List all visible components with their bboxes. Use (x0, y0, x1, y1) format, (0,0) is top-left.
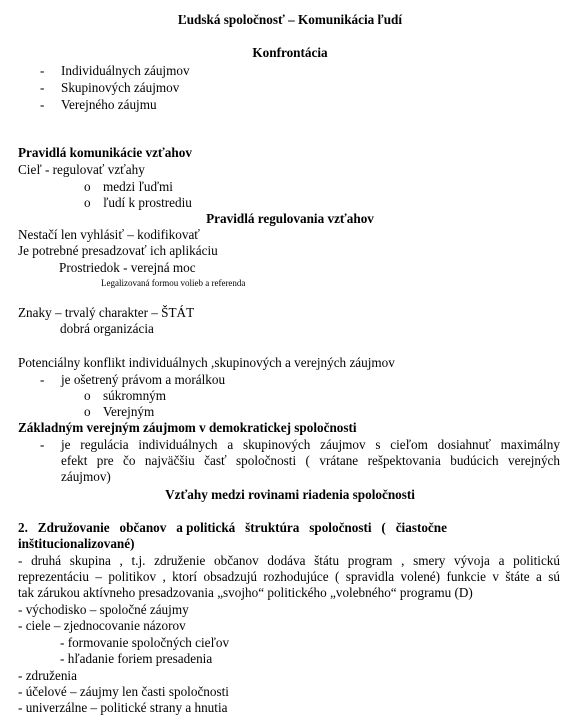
section-2-heading: 2. Združovanie občanov a politická štruktúra spoločnosti ( čiastočne (18, 520, 447, 535)
document-title: Ľudská spoločnosť – Komunikácia ľudí (177, 12, 403, 27)
list-dash: - (40, 437, 45, 452)
list-item: ľudí k prostrediu (103, 195, 192, 210)
list-dash: - (40, 63, 45, 78)
text-line: je regulácia individuálnych a skupinových záujmov s cieľom dosiahnuť maximálny (61, 437, 560, 452)
paragraph-line: tak zárukou aktívneho presadzovania „svojho“ politického „volebného“ programu (D) (18, 585, 473, 600)
basic-interest-heading: Základným verejným záujmom v demokratickej spoločnosti (18, 420, 357, 435)
list-item: - hľadanie foriem presadenia (60, 651, 213, 666)
list-dash: - (40, 80, 45, 95)
regulation-rules-heading: Pravidlá regulovania vzťahov (206, 211, 374, 226)
text-line: Znaky – trvalý charakter – ŠTÁT (18, 305, 195, 320)
list-item: - účelové – záujmy len časti spoločnosti (18, 684, 229, 699)
list-dash: - (40, 372, 45, 387)
list-item: je ošetrený právom a morálkou (61, 372, 226, 387)
paragraph-line: reprezentáciu – politikov , ktorí obsadzujú rozhodujúce ( spravidla volené) funkcie v štáte a sú (18, 569, 560, 584)
text-line: záujmov) (61, 469, 111, 484)
relations-heading: Vzťahy medzi rovinami riadenia spoločnosti (165, 487, 415, 502)
text-line: Nestačí len vyhlásiť – kodifikovať (18, 227, 200, 242)
circle-bullet: o (84, 404, 91, 419)
list-item: súkromným (103, 388, 167, 403)
means-note: Legalizovaná formou volieb a referenda (101, 278, 246, 288)
list-item: Skupinových záujmov (61, 80, 180, 95)
text-line: Je potrebné presadzovať ich aplikáciu (18, 243, 218, 258)
list-item: - východisko – spoločné záujmy (18, 602, 189, 617)
list-item: Verejného záujmu (61, 97, 157, 112)
text-line: dobrá organizácia (60, 321, 154, 336)
list-dash: - (40, 97, 45, 112)
means-line: Prostriedok - verejná moc (59, 260, 196, 275)
list-item: - združenia (18, 668, 77, 683)
list-item: - formovanie spoločných cieľov (60, 635, 230, 650)
goal-line: Cieľ - regulovať vzťahy (18, 162, 145, 177)
list-item: Verejným (103, 404, 155, 419)
circle-bullet: o (84, 195, 91, 210)
list-item: - ciele – zjednocovanie názorov (18, 618, 186, 633)
list-item: - univerzálne – politické strany a hnutia (18, 700, 228, 715)
paragraph-line: - druhá skupina , t.j. združenie občanov dodáva štátu program , smery vývoja a politickú (18, 553, 560, 568)
list-item: medzi ľuďmi (103, 179, 173, 194)
text-line: Potenciálny konflikt individuálnych ,skupinových a verejných záujmov (18, 355, 395, 370)
circle-bullet: o (84, 179, 91, 194)
section-2-heading-cont: inštitucionalizované) (18, 536, 135, 551)
confrontation-heading: Konfrontácia (252, 45, 328, 60)
circle-bullet: o (84, 388, 91, 403)
communication-rules-heading: Pravidlá komunikácie vzťahov (18, 145, 192, 160)
list-item: Individuálnych záujmov (61, 63, 190, 78)
text-line: efekt pre čo najväčšiu časť spoločnosti ( vrátane rešpektovania budúcich verejných (61, 453, 560, 468)
